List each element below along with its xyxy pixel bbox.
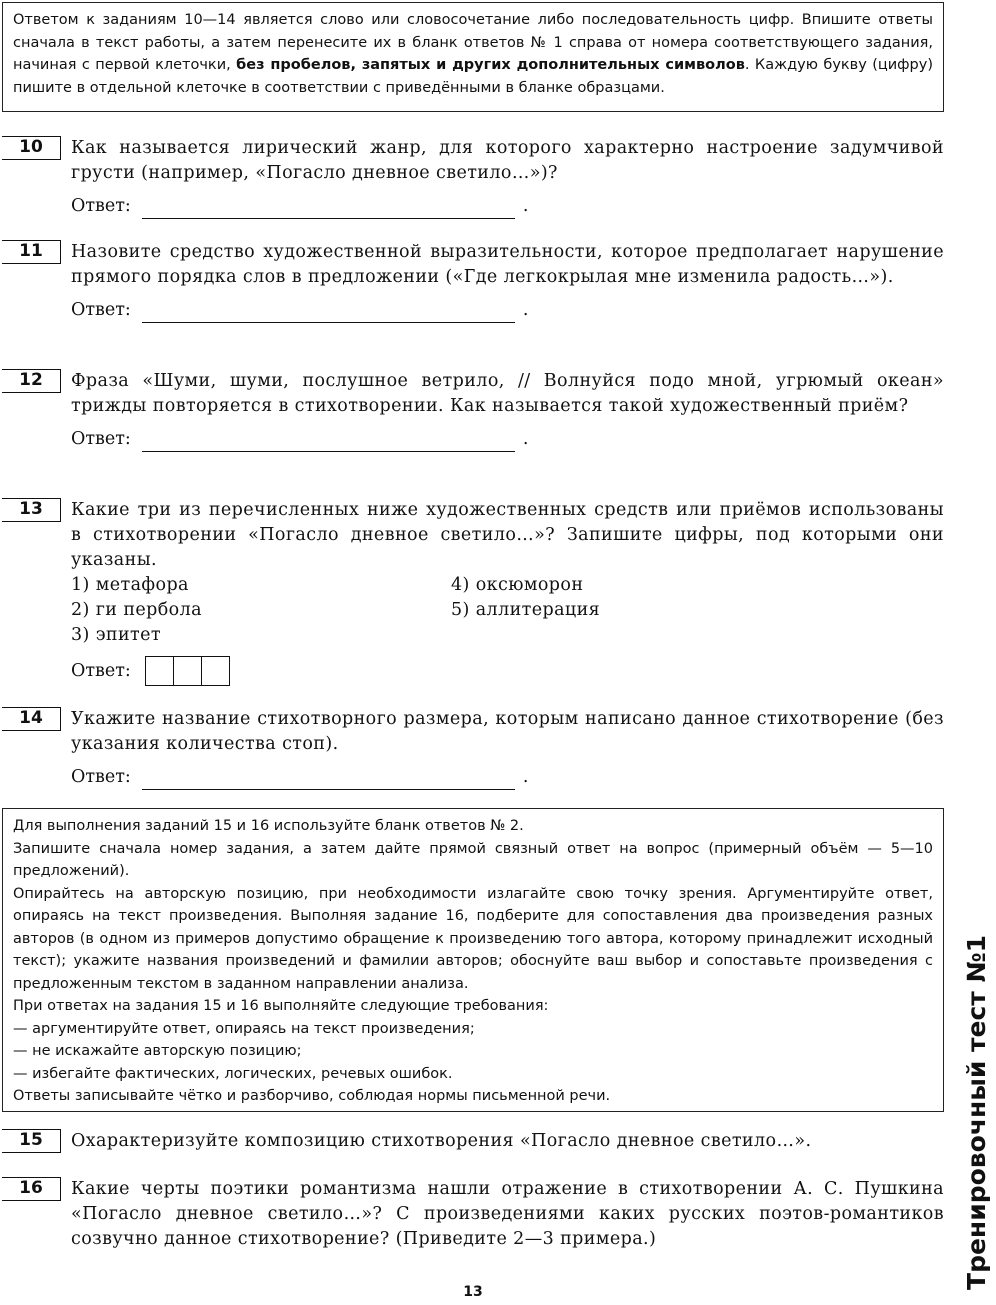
answer-row: [71, 427, 944, 452]
task-text: Какие три из перечисленных ниже художественных средств или приёмов использованы в стихотворении «Погасло дневное светило…»? Запишите цифры, под которыми они указаны.: [71, 500, 944, 570]
side-title-text: Тренировочный тест №1: [961, 934, 991, 1290]
instruction-line: Для выполнения заданий 15 и 16 используйте бланк ответов № 2.: [13, 818, 524, 834]
task-11: [2, 240, 944, 323]
answer-label: Ответ:: [71, 660, 131, 681]
answer-cell[interactable]: [173, 656, 202, 686]
answer-cell[interactable]: [201, 656, 230, 686]
answer-cell[interactable]: [145, 656, 174, 686]
option-item: 4) оксюморон: [451, 575, 584, 595]
answer-row: [71, 656, 944, 686]
instruction-line: Ответы записывайте чётко и разборчиво, соблюдая нормы письменной речи.: [13, 1088, 611, 1104]
task-15: [2, 1129, 944, 1154]
instruction-line: Запишите сначала номер задания, а затем дайте прямой связный ответ на вопрос (примерный объём — 5—10 предложений).: [13, 840, 933, 879]
task-text: Охарактеризуйте композицию стихотворения «Погасло дневное светило…».: [71, 1131, 812, 1151]
instruction-line: При ответах на задания 15 и 16 выполняйте следующие требования:: [13, 998, 549, 1014]
options-list: [71, 573, 944, 648]
answer-line-field[interactable]: [142, 304, 515, 323]
task-text: Какие черты поэтики романтизма нашли отражение в стихотворении А. С. Пушкина «Погасло дневное светило…»? С произведениями каких русских поэтов-романтиков созвучно данное стихотворение? (Приведите 2—3 примера.): [71, 1179, 944, 1249]
task-number: 11: [2, 240, 61, 264]
answer-line-field[interactable]: [142, 771, 515, 790]
answer-row: [71, 765, 944, 790]
answer-label: Ответ:: [71, 196, 131, 216]
task-16: [2, 1177, 944, 1252]
option-item: 5) аллитерация: [451, 600, 601, 620]
option-item: 2) ги пербола: [71, 600, 202, 620]
task-number: 15: [2, 1129, 61, 1153]
answer-label: Ответ:: [71, 767, 131, 787]
task-number: 14: [2, 707, 61, 731]
page-number: 13: [463, 1284, 483, 1300]
side-section-title: [956, 934, 996, 1290]
answer-dot: .: [522, 767, 529, 787]
intro-instructions-box: [2, 2, 944, 112]
task-text: Фраза «Шуми, шуми, послушное ветрило, // Волнуйся подо мной, угрюмый океан» трижды повторяется в стихотворении. Как называется такой художественный приём?: [71, 371, 944, 416]
intro-bold-text: без пробелов, запятых и других дополнительных символов: [236, 57, 745, 73]
instruction-line: — избегайте фактических, логических, речевых ошибок.: [13, 1065, 453, 1082]
task-number: 13: [2, 498, 61, 522]
answer-dot: .: [522, 300, 529, 320]
answer-line-field[interactable]: [142, 200, 515, 219]
task-number: 10: [2, 136, 61, 160]
answer-cells: [145, 656, 230, 686]
task-number: 16: [2, 1177, 61, 1201]
answer-row: [71, 194, 944, 219]
task-text: Назовите средство художественной выразительности, которое предполагает нарушение прямого порядка слов в предложении («Где легкокрылая мне изменила радость…»).: [71, 242, 944, 287]
task-text: Как называется лирический жанр, для которого характерно настроение задумчивой грусти (например, «Погасло дневное светило…»)?: [71, 138, 944, 183]
answer-label: Ответ:: [71, 300, 131, 320]
answer-label: Ответ:: [71, 429, 131, 449]
answer-dot: .: [522, 429, 529, 449]
task-number: 12: [2, 369, 61, 393]
option-item: 3) эпитет: [71, 625, 161, 645]
extended-answer-instructions-box: [2, 808, 944, 1112]
task-text: Укажите название стихотворного размера, которым написано данное стихотворение (без указания количества стоп).: [71, 709, 944, 754]
instruction-line: — не искажайте авторскую позицию;: [13, 1043, 302, 1059]
instruction-line: Опирайтесь на авторскую позицию, при необходимости излагайте свою точку зрения. Аргументируйте ответ, опираясь на текст произведения. Выполняя задание 16, подберите для сопоставления два произведения разных авторов (в одном из примеров допустимо обращение к произведению того автора, которому принадлежит исходный текст); укажите названия произведений и фамилии авторов; обоснуйте ваш выбор и сопоставьте произведения с предложенным текстом в заданном направлении анализа.: [13, 885, 933, 992]
task-14: [2, 707, 944, 790]
task-12: [2, 369, 944, 452]
answer-row: [71, 298, 944, 323]
answer-dot: .: [522, 196, 529, 216]
answer-line-field[interactable]: [142, 433, 515, 452]
option-item: 1) метафора: [71, 575, 189, 595]
intro-instructions-text: Ответом к заданиям 10—14 является слово или словосочетание либо последовательность цифр. Впишите ответы сначала в текст работы, а затем перенесите их в бланк ответов № 1 справа от номера соответствующего задания, начиная с первой клеточки, без пробелов, запятых и других дополнительных символов. Каждую букву (цифру) пишите в отдельной клеточке в соответствии с приведёнными в бланке образцами.: [13, 12, 933, 96]
instruction-line: — аргументируйте ответ, опираясь на текст произведения;: [13, 1020, 475, 1037]
task-10: [2, 136, 944, 219]
task-13: [2, 498, 944, 686]
